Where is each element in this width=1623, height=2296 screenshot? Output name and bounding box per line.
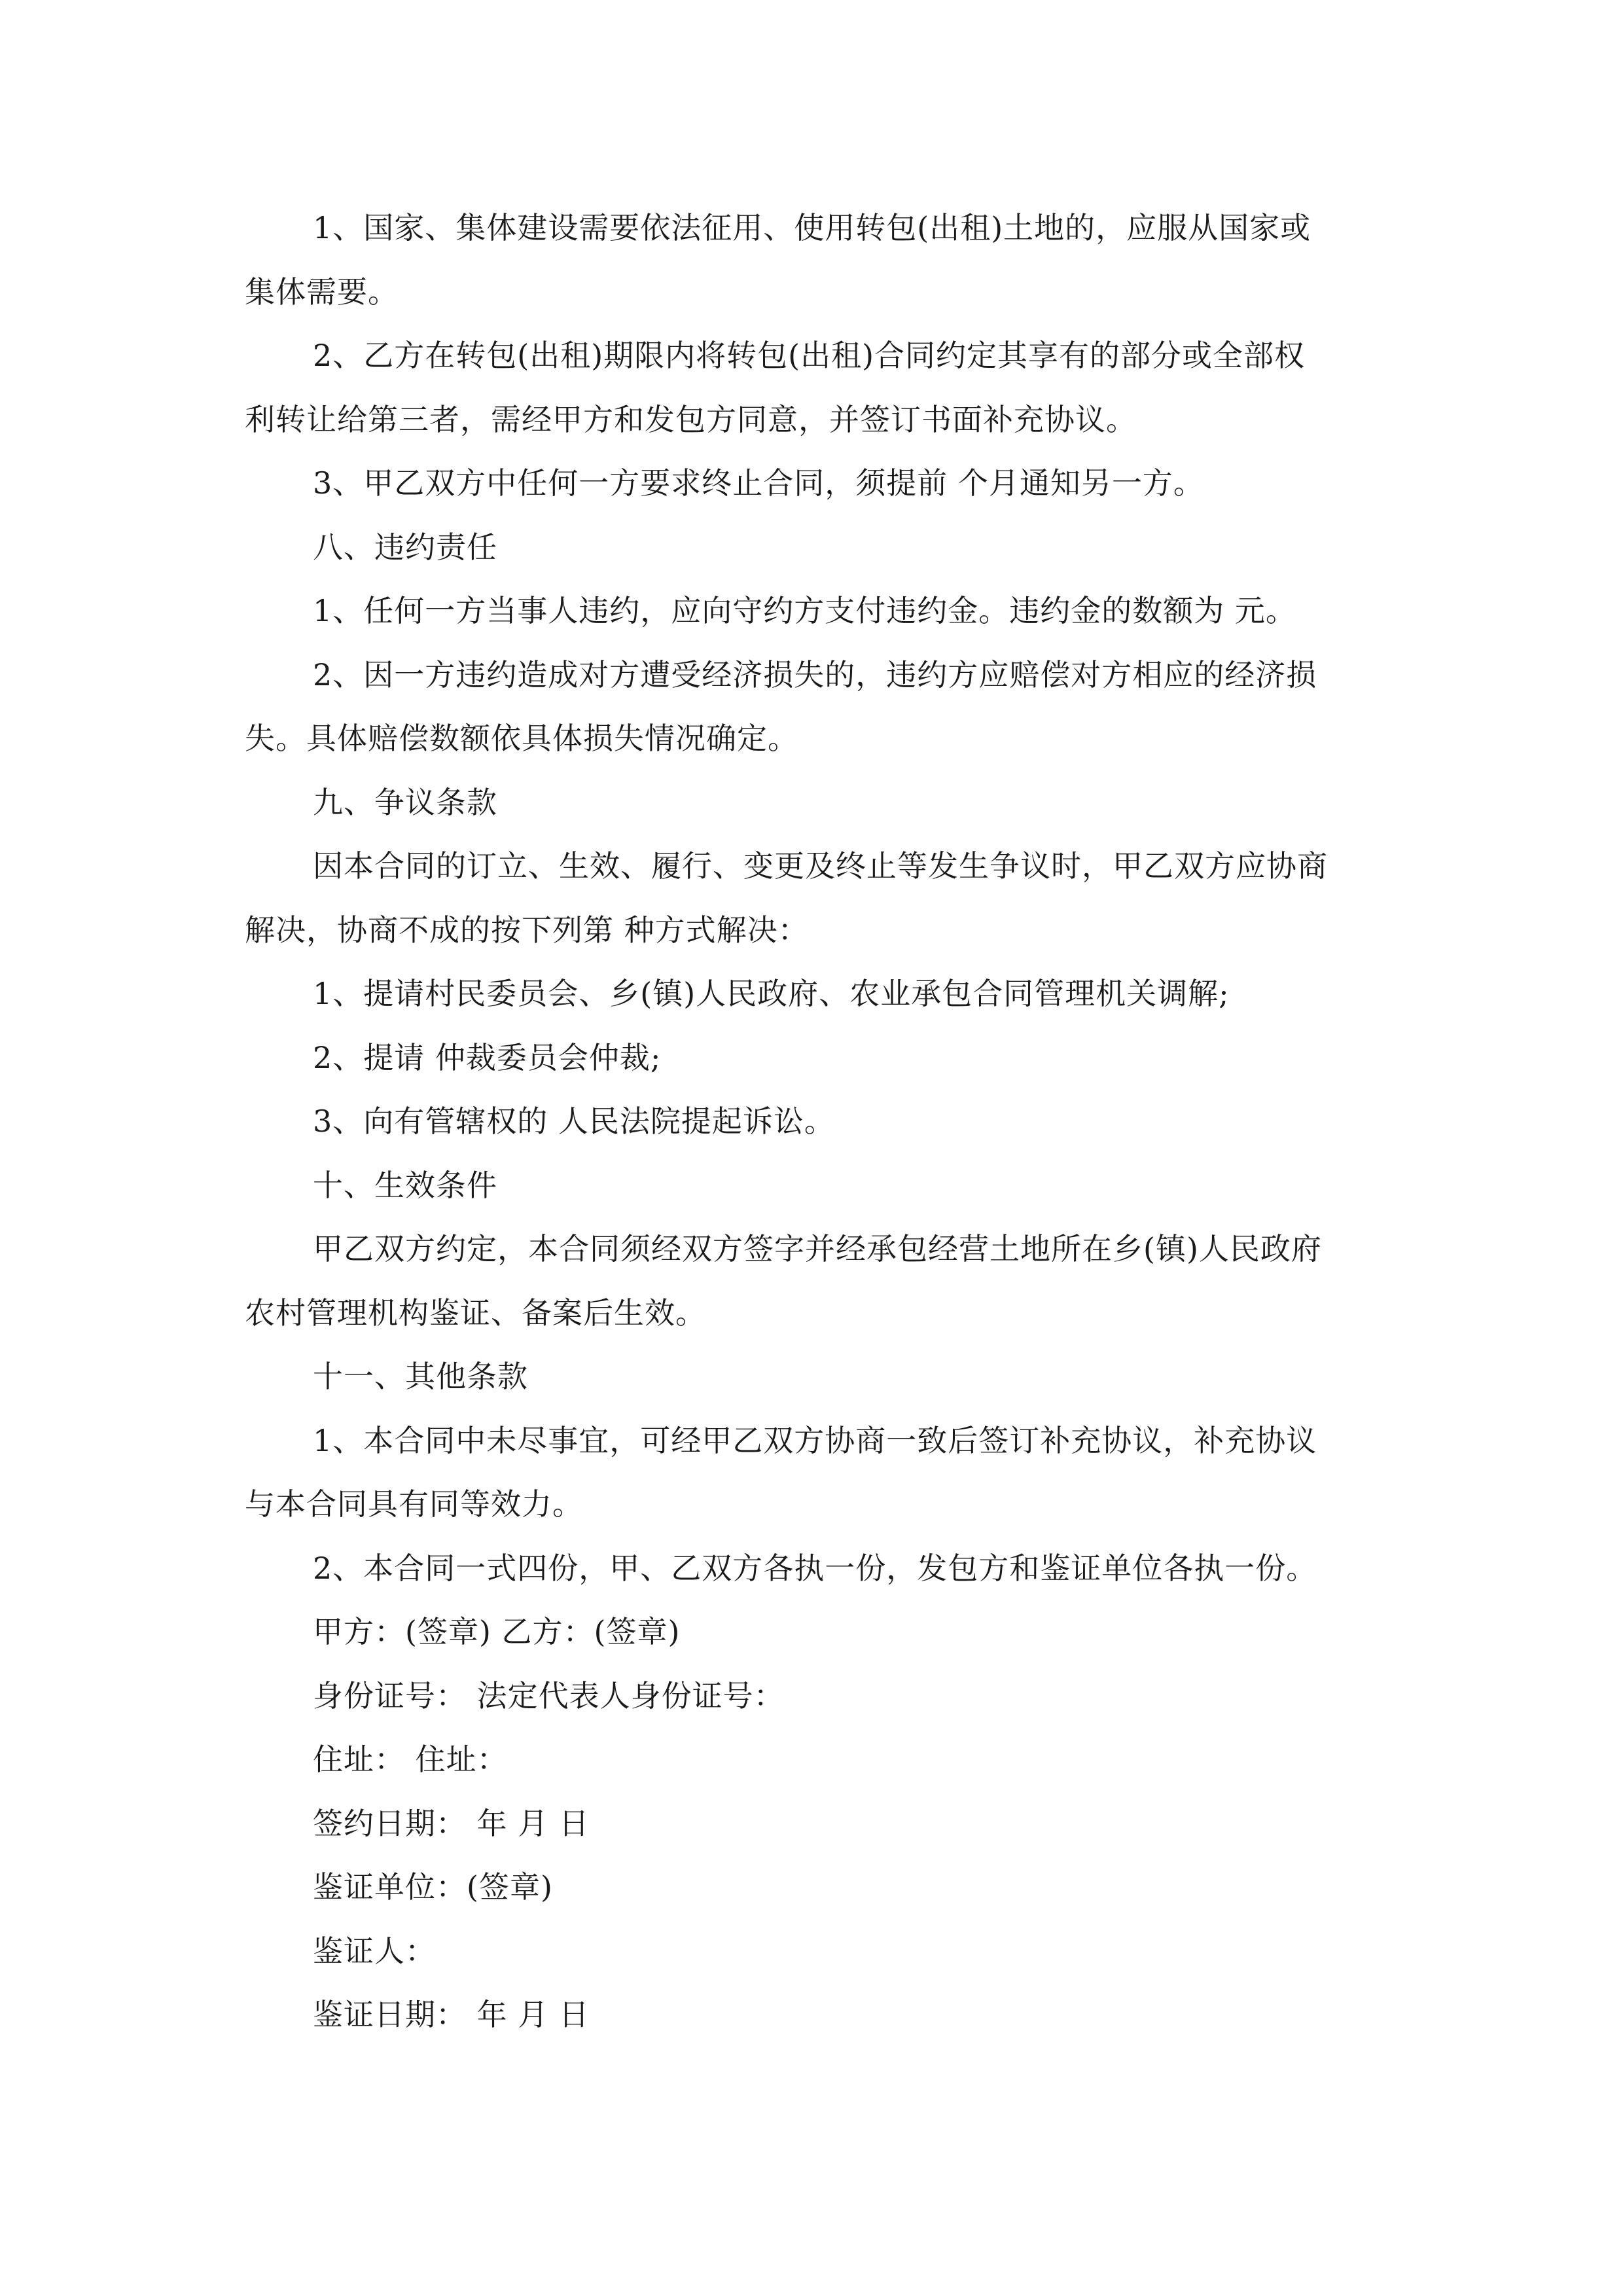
text-line: 因本合同的订立、生效、履行、变更及终止等发生争议时，甲乙双方应协商	[313, 848, 1328, 884]
text-line: 1、任何一方当事人违约，应向守约方支付违约金。违约金的数额为 元。	[313, 593, 1296, 628]
text-line: 与本合同具有同等效力。	[245, 1486, 583, 1522]
text-line: 3、甲乙双方中任何一方要求终止合同，须提前 个月通知另一方。	[313, 465, 1204, 501]
text-line: 利转让给第三者，需经甲方和发包方同意，并签订书面补充协议。	[245, 401, 1137, 437]
text-line: 十一、其他条款	[313, 1359, 528, 1394]
text-line: 鉴证单位：(签章)	[313, 1869, 553, 1905]
text-line: 鉴证日期： 年 月 日	[313, 1997, 590, 2032]
text-line: 甲方：(签章) 乙方：(签章)	[313, 1614, 681, 1649]
text-line: 1、国家、集体建设需要依法征用、使用转包(出租)土地的，应服从国家或	[313, 210, 1311, 245]
text-line: 九、争议条款	[313, 784, 497, 820]
text-line: 八、违约责任	[313, 529, 497, 565]
text-line: 失。具体赔偿数额依具体损失情况确定。	[245, 721, 798, 756]
text-line: 集体需要。	[245, 274, 399, 310]
text-line: 2、乙方在转包(出租)期限内将转包(出租)合同约定其享有的部分或全部权	[313, 338, 1306, 373]
text-line: 1、提请村民委员会、乡(镇)人民政府、农业承包合同管理机关调解;	[313, 976, 1230, 1011]
text-line: 2、提请 仲裁委员会仲裁;	[313, 1039, 662, 1075]
text-line: 农村管理机构鉴证、备案后生效。	[245, 1295, 706, 1331]
text-line: 住址： 住址：	[313, 1742, 508, 1777]
text-line: 甲乙双方约定，本合同须经双方签字并经承包经营土地所在乡(镇)人民政府	[313, 1231, 1322, 1266]
text-line: 十、生效条件	[313, 1167, 497, 1203]
document-body	[245, 196, 1383, 2047]
text-line: 解决，协商不成的按下列第 种方式解决：	[245, 912, 809, 948]
text-line: 3、向有管辖权的 人民法院提起诉讼。	[313, 1103, 835, 1139]
text-line: 1、本合同中未尽事宜，可经甲乙双方协商一致后签订补充协议，补充协议	[313, 1422, 1317, 1458]
text-line: 鉴证人：	[313, 1933, 436, 1969]
text-line: 2、本合同一式四份，甲、乙双方各执一份，发包方和鉴证单位各执一份。	[313, 1550, 1317, 1586]
text-line: 签约日期： 年 月 日	[313, 1805, 590, 1841]
text-line: 身份证号： 法定代表人身份证号：	[313, 1677, 785, 1713]
text-line: 2、因一方违约造成对方遭受经济损失的，违约方应赔偿对方相应的经济损	[313, 656, 1317, 692]
